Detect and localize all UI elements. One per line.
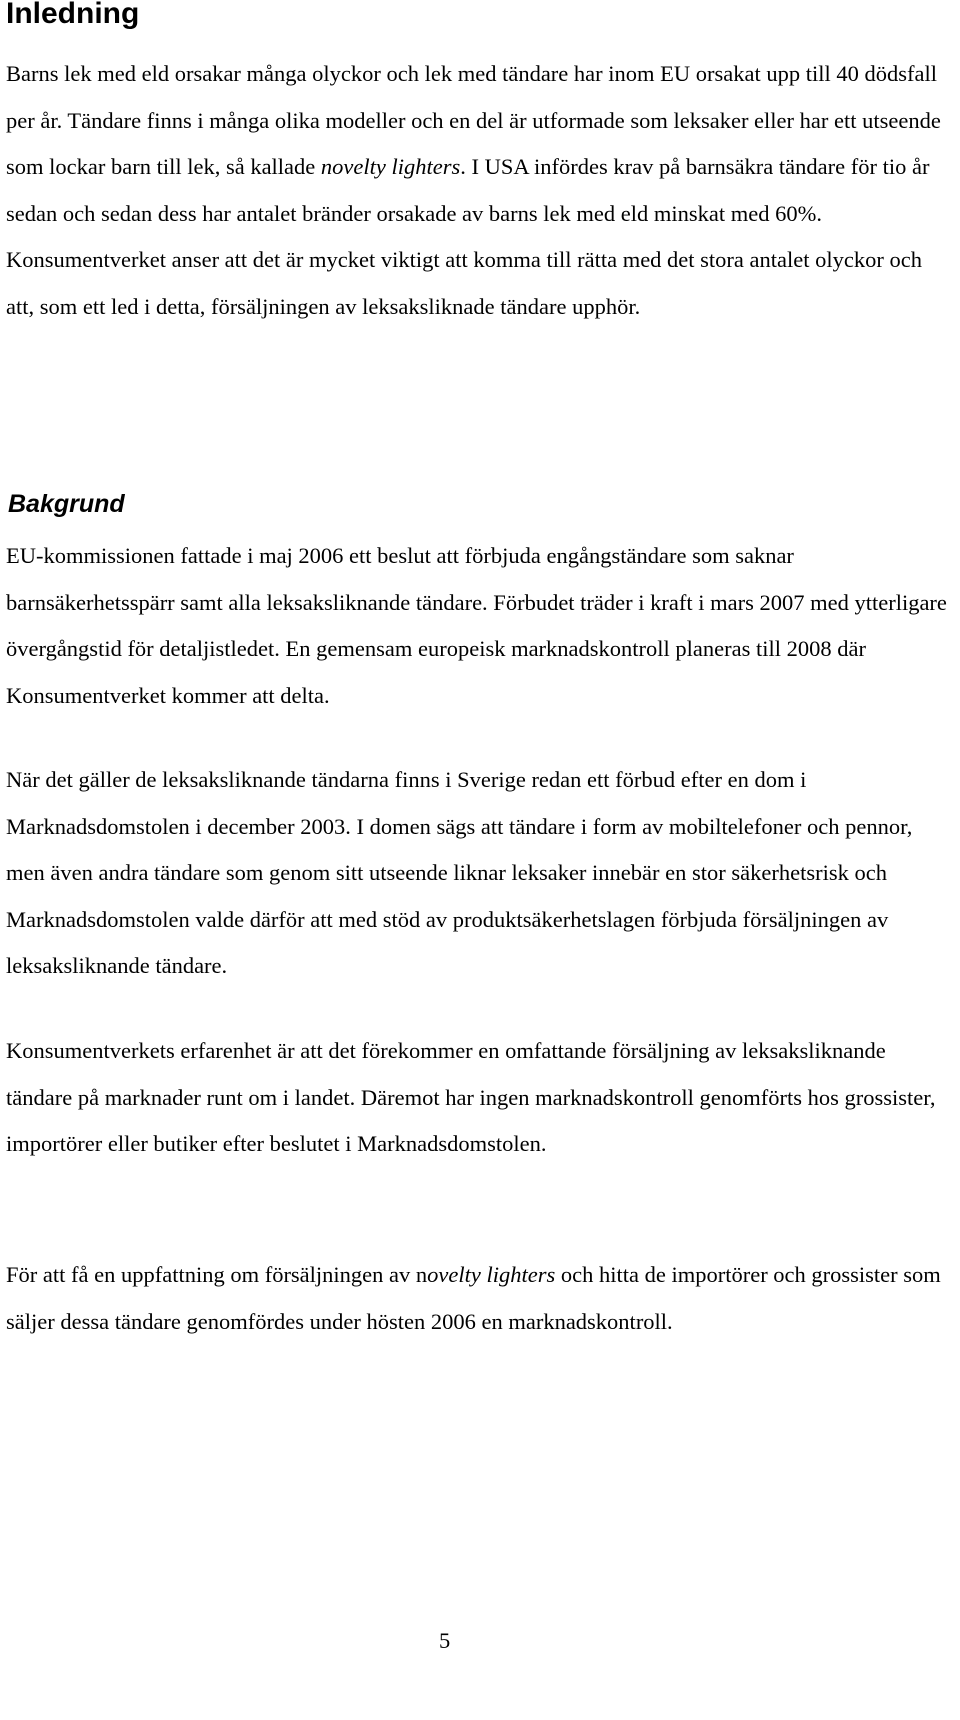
intro-text-part2: . I USA infördes krav på barnsäkra tändare för tio år sedan och sedan dess har antalet bränder orsakade av barns lek med eld minskat med 60%. Konsumentverket anser att det är mycket viktigt att komma till rätta med det stora antalet olyckor och att, som ett led i detta, försäljningen av leksaksliknade tändare upphör. [6, 154, 930, 319]
heading-inledning: Inledning [6, 0, 140, 30]
background-paragraph-1: EU-kommissionen fattade i maj 2006 ett beslut att förbjuda engångständare som saknar barnsäkerhetsspärr samt alla leksaksliknande tändare. Förbudet träder i kraft i mars 2007 med ytterligare övergångstid för detaljistledet. En gemensam europeisk marknadskontroll planeras till 2008 där Konsumentverket kommer att delta. [6, 543, 947, 708]
background-paragraph-2: När det gäller de leksaksliknande tändarna finns i Sverige redan ett förbud efter en dom i Marknadsdomstolen i december 2003. I domen sägs att tändare i form av mobiltelefoner och pennor, men även andra tändare som genom sitt utseende liknar leksaker innebär en stor säkerhetsrisk och Marknadsdomstolen valde därför att med stöd av produktsäkerhetslagen förbjuda försäljningen av leksaksliknande tändare. [6, 767, 913, 979]
heading-bakgrund: Bakgrund [8, 490, 125, 518]
background-paragraph-4 [6, 1252, 954, 1345]
background-paragraph-3: Konsumentverkets erfarenhet är att det förekommer en omfattande försäljning av leksaksliknande tändare på marknader runt om i landet. Däremot har ingen marknadskontroll genomförts hos grossister, importörer eller butiker efter beslutet i Marknadsdomstolen. [6, 1038, 936, 1157]
bg4-text-italic: ovelty lighters [427, 1262, 556, 1287]
intro-text-italic: novelty lighters [320, 154, 461, 180]
bg4-text-part1: För att få en uppfattning om försäljningen av n [6, 1262, 428, 1287]
bg4-text-part2: och hitta de importörer och grossister som säljer dessa tändare genomfördes under hösten 2006 en marknadskontroll. [6, 1262, 941, 1334]
intro-paragraph [6, 51, 954, 331]
intro-text-part1: Barns lek med eld orsakar många olyckor och lek med tändare har inom EU orsakat upp till 40 dödsfall per år. Tändare finns i många olika modeller och en del är utformade som leksaker eller har ett utseende som lockar barn till lek, så kallade [6, 61, 941, 180]
page-number: 5 [439, 1628, 451, 1653]
